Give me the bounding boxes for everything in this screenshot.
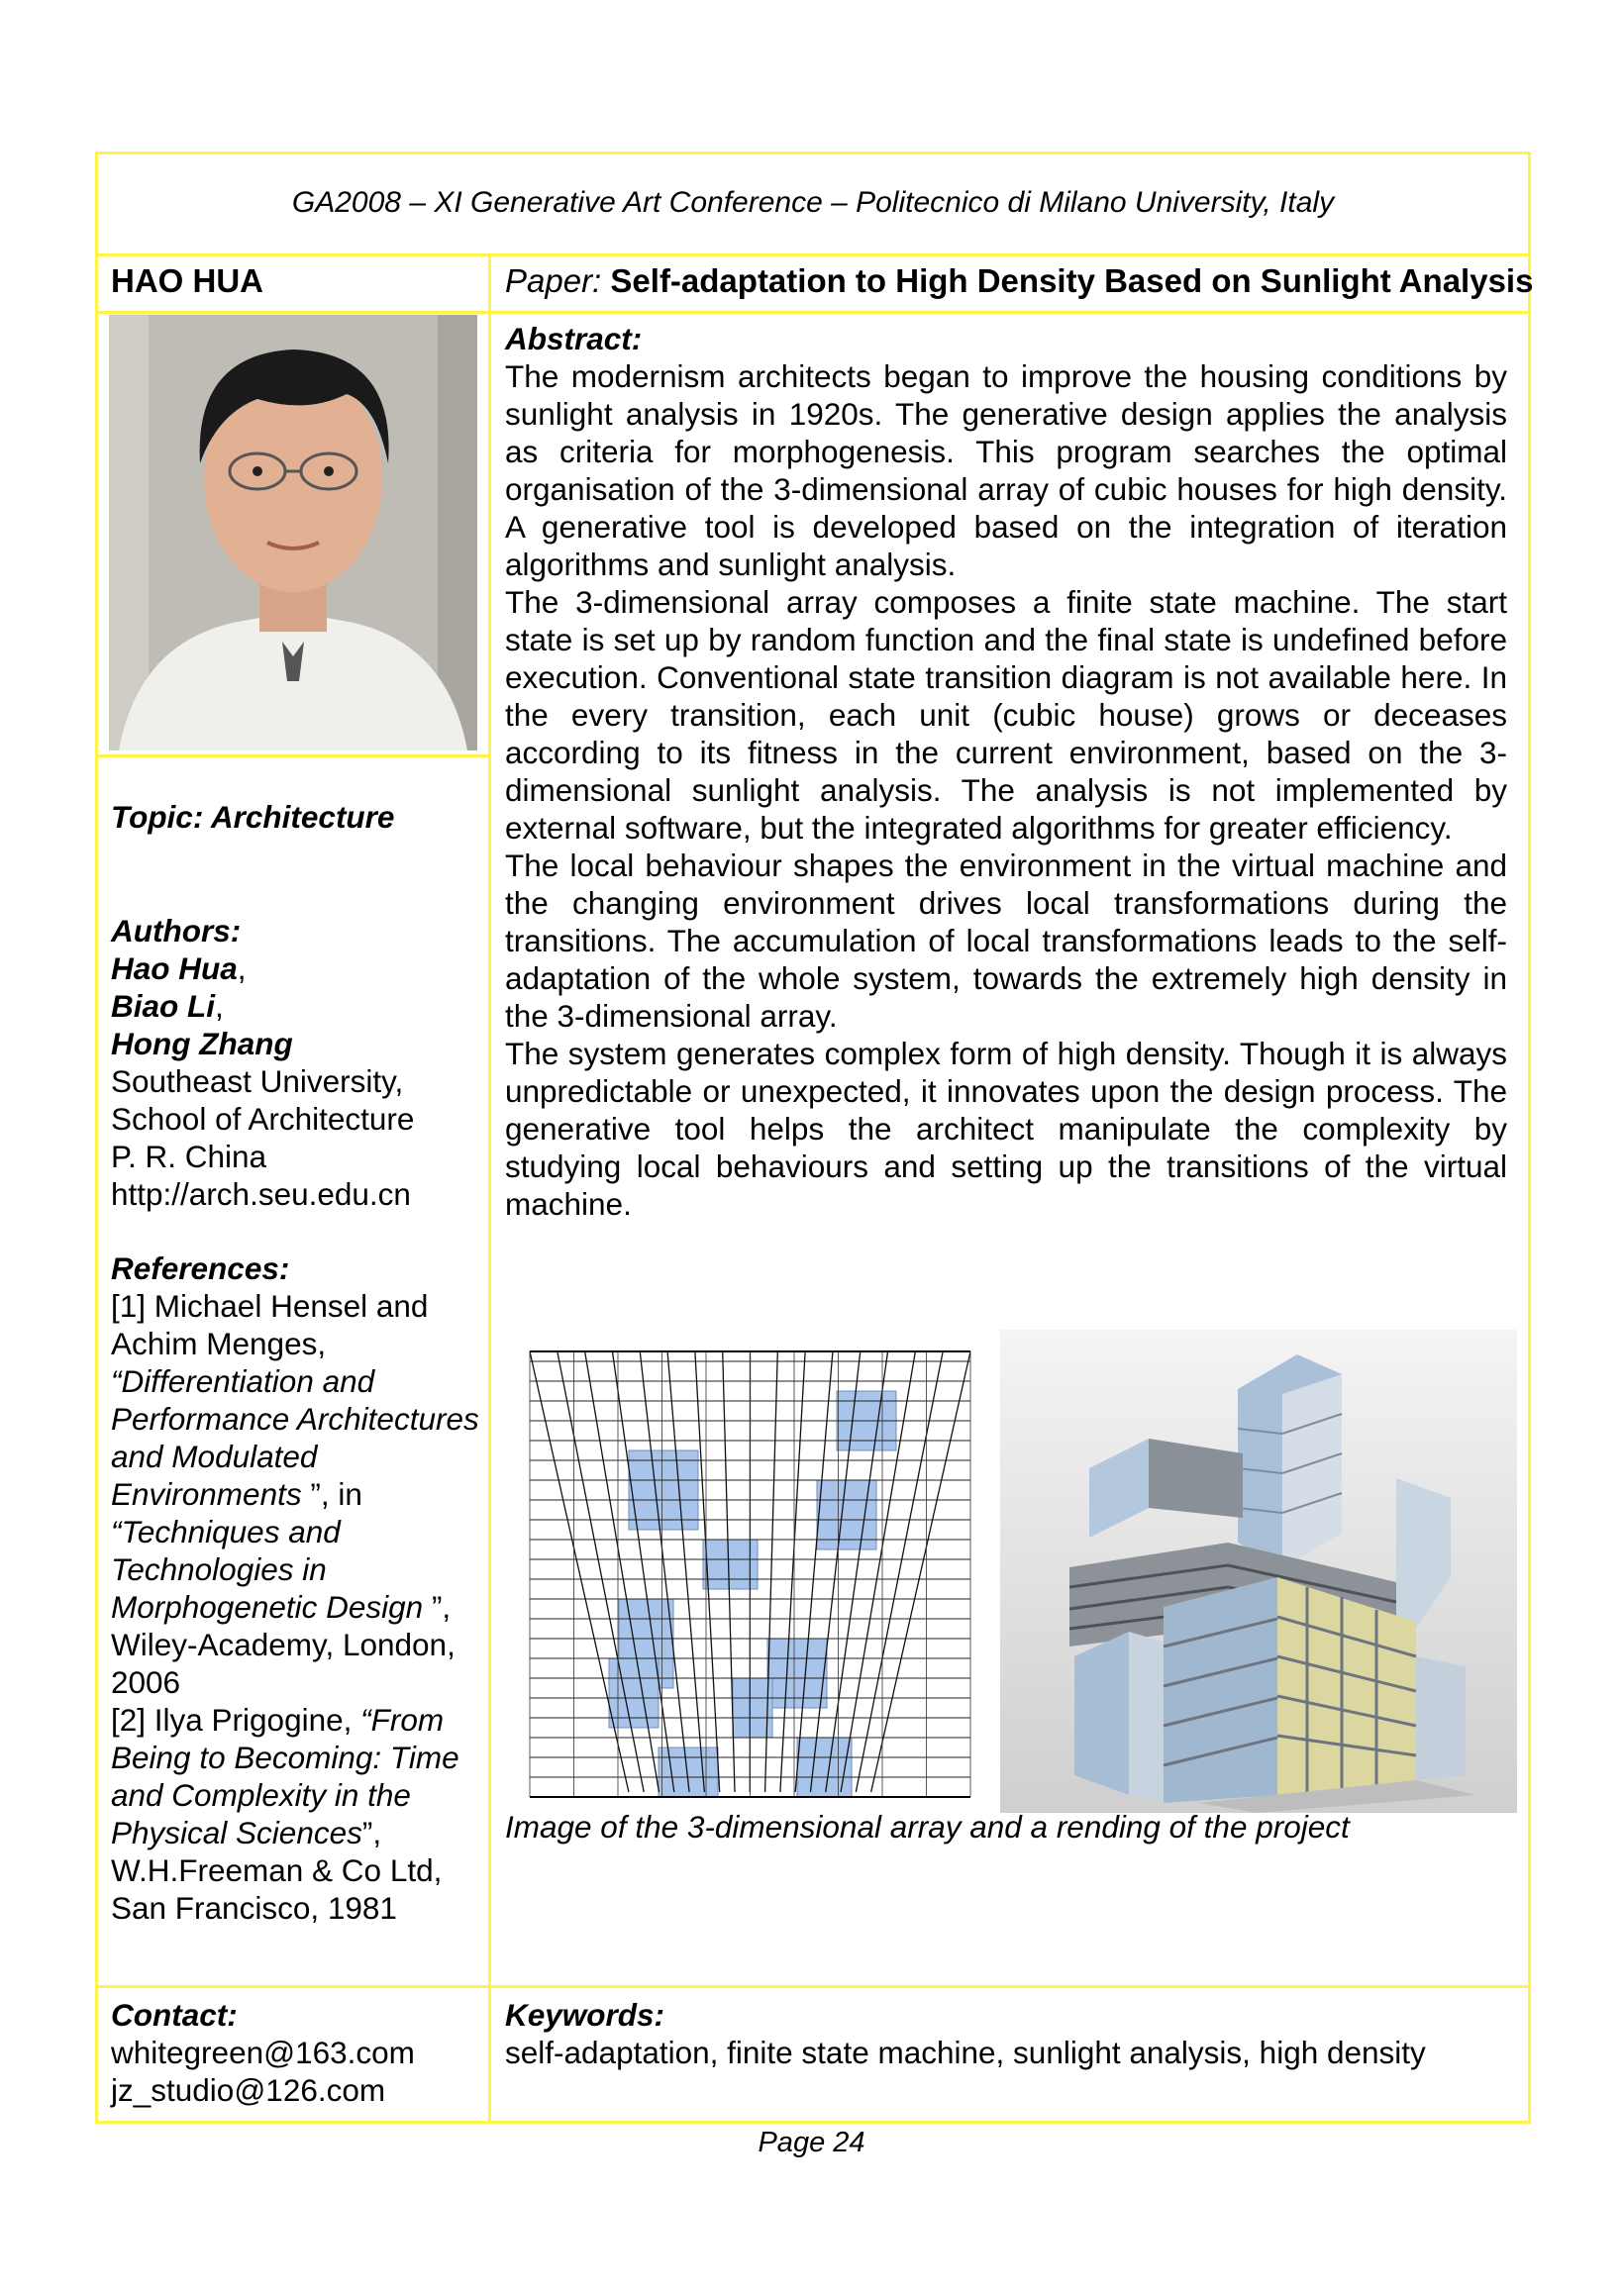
abstract-heading: Abstract: xyxy=(505,321,643,356)
references-heading: References: xyxy=(111,1250,290,1286)
abstract-paragraph: The system generates complex form of high density. Though it is always unpredictable or unexpected, it innovates upon the design process. The generative tool helps the architect manipulate the complexity by studying local behaviours and setting up the transitions of the virtual machine. xyxy=(505,1036,1507,1222)
column-divider xyxy=(488,253,491,2124)
page-number-value: 24 xyxy=(833,2127,865,2158)
author-name-3: Hong Zhang xyxy=(111,1026,293,1061)
authors-block xyxy=(111,912,414,1213)
ref1-in: ”, in xyxy=(310,1476,362,1512)
author-name: HAO HUA xyxy=(111,262,263,299)
row-divider xyxy=(95,1985,1531,1988)
references-block xyxy=(111,1249,479,1927)
abstract-paragraph: The modernism architects began to improve the housing conditions by sunlight analysis in 1920s. The generative design applies the analysis as criteria for morphogenesis. This program searches the optimal organisation of the 3-dimensional array of cubic houses for high density. A generative tool is developed based on the integration of iteration algorithms and sunlight analysis. xyxy=(505,358,1507,582)
author-entry: Hao Hua, xyxy=(111,950,247,986)
author-entry: Biao Li, xyxy=(111,988,224,1024)
contact-heading: Contact: xyxy=(111,1997,238,2033)
row-divider xyxy=(95,311,1531,314)
contact-email: jz_studio@126.com xyxy=(111,2072,386,2108)
topic: Topic: Architecture xyxy=(111,799,395,835)
paper-label: Paper: xyxy=(505,262,602,299)
contact-block xyxy=(111,1996,415,2109)
author-name-1: Hao Hua xyxy=(111,950,238,986)
abstract xyxy=(505,320,1507,1223)
abstract-paragraph: The 3-dimensional array composes a finite state machine. The start state is set up by random function and the final state is undefined before execution. Conventional state transition diagram is not available here. In the every transition, each unit (cubic house) grows or deceases according to its fitness in the current environment, based on the 3-dimensional sunlight analysis. The analysis is not implemented by external software, but the integrated algorithms for greater efficiency. xyxy=(505,584,1507,846)
page-number xyxy=(0,2127,1623,2159)
ref1-title: “Differentiation and Performance Architectures and Modulated Environments xyxy=(111,1363,479,1512)
paper-title xyxy=(505,262,1533,300)
ref2-publisher: ”, W.H.Freeman & Co Ltd, San Francisco, 1981 xyxy=(111,1815,443,1926)
affiliation-line: School of Architecture xyxy=(111,1101,415,1137)
page-label: Page xyxy=(758,2127,826,2158)
conference-header: GA2008 – XI Generative Art Conference – Politecnico di Milano University, Italy xyxy=(291,186,1335,219)
rendering-figure xyxy=(1000,1330,1517,1813)
author-name-2: Biao Li xyxy=(111,988,216,1024)
keywords-heading: Keywords: xyxy=(505,1997,665,2033)
author-photo xyxy=(109,315,477,750)
figure-caption: Image of the 3-dimensional array and a rending of the project xyxy=(505,1809,1350,1845)
affiliation-url: http://arch.seu.edu.cn xyxy=(111,1176,411,1212)
keywords-block xyxy=(505,1996,1426,2071)
row-divider xyxy=(95,253,1531,256)
ref1-publisher: ”, Wiley-Academy, London, 2006 xyxy=(111,1589,456,1700)
paper-title-text: Self-adaptation to High Density Based on Sunlight Analysis xyxy=(610,262,1534,299)
array-figure xyxy=(520,1342,980,1807)
ref1-book: “Techniques and Technologies in Morphogenetic Design xyxy=(111,1514,424,1625)
row-divider xyxy=(95,754,490,757)
affiliation-line: P. R. China xyxy=(111,1139,267,1174)
reference-1 xyxy=(111,1287,479,1701)
ref2-title: “From Being to Becoming: Time and Complexity in the Physical Sciences xyxy=(111,1702,459,1850)
keywords-text: self-adaptation, finite state machine, sunlight analysis, high density xyxy=(505,2035,1426,2070)
affiliation-line: Southeast University, xyxy=(111,1063,404,1099)
reference-2 xyxy=(111,1701,479,1927)
authors-heading: Authors: xyxy=(111,913,242,948)
abstract-paragraph: The local behaviour shapes the environment in the virtual machine and the changing environment drives local transformations during the transitions. The accumulation of local transformations leads to the self-adaptation of the whole system, towards the extremely high density in the 3-dimensional array. xyxy=(505,848,1507,1034)
ref2-author: [2] Ilya Prigogine, xyxy=(111,1702,361,1738)
contact-email: whitegreen@163.com xyxy=(111,2035,415,2070)
ref1-authors: [1] Michael Hensel and Achim Menges, xyxy=(111,1288,429,1361)
